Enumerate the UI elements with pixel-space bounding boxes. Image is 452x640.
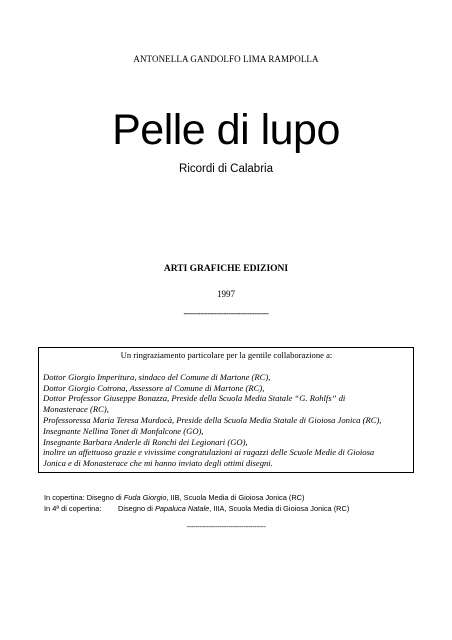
acknowledgement-line: Jonica e di Monasterace che mi hanno inviato degli ottimi disegni. [43, 458, 273, 469]
acknowledgement-line: Dottor Giorgio Imperitura, sindaco del Comune di Martone (RC), [43, 371, 271, 382]
acknowledgement-line: Professoressa Maria Teresa Murdocà, Preside della Scuola Media Statale di Gioiosa Jonica (RC), [43, 414, 382, 425]
acknowledgement-line: Insegnante Barbara Anderle di Ronchi dei Legionari (GO), [43, 436, 248, 447]
book-subtitle: Ricordi di Calabria [179, 163, 273, 175]
cover-credit [44, 493, 349, 504]
illustration-credits [44, 493, 349, 514]
publisher-name: ARTI GRAFICHE EDIZIONI [163, 264, 289, 274]
cover-credit-label: In copertina: Disegno di [44, 493, 124, 502]
publication-year: 1997 [217, 289, 235, 299]
cover-credit-artist: Fuda Giorgio [123, 493, 167, 502]
back-cover-credit-artist: Papaluca Natale [154, 503, 210, 513]
acknowledgement-line: Monasterace (RC), [43, 404, 109, 415]
acknowledgement-line: Dottor Professor Giuseppe Bonazza, Preside della Scuola Media Statale “G. Rohlfs” di [43, 393, 346, 404]
separator-bottom: ------------------------------------ [186, 522, 266, 531]
acknowledgement-line: Insegnante Nellina Tonet di Monfalcone (GO), [43, 425, 204, 436]
acknowledgements-intro: Un ringraziamento particolare per la gentile collaborazione a: [120, 350, 333, 360]
back-cover-credit-detail: , IIIA, Scuola Media di Gioiosa Jonica (RC) [209, 503, 350, 513]
acknowledgement-line: inoltre un affettuoso grazie e vivissime congratulazioni ai ragazzi delle Scuole Medie di Gioiosa [43, 447, 375, 458]
acknowledgement-line: Dottor Giorgio Cotrona, Assessore al Comune di Martone (RC), [43, 382, 265, 393]
back-cover-credit [44, 504, 349, 515]
acknowledgements-box [38, 347, 414, 473]
back-cover-credit-prefix: Disegno di [118, 503, 155, 513]
author-name: ANTONELLA GANDOLFO LIMA RAMPOLLA [133, 54, 319, 64]
book-title: Pelle di lupo [112, 106, 340, 154]
separator-top: ------------------------------------ [183, 309, 269, 318]
cover-credit-detail: , IIB, Scuola Media di Gioiosa Jonica (RC) [166, 493, 305, 502]
back-cover-credit-label: In 4ª di copertina: [44, 503, 102, 513]
